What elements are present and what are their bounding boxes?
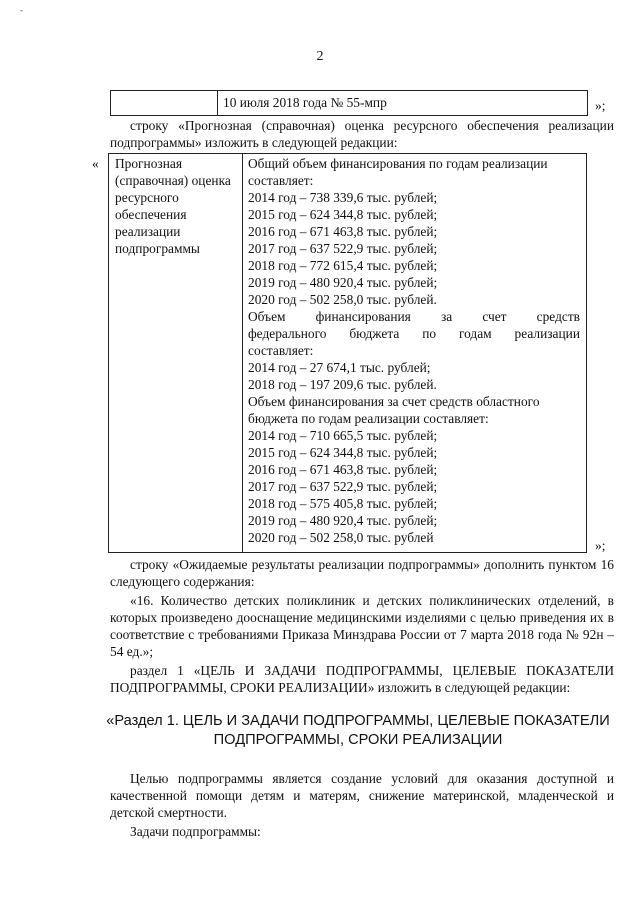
table-line: 2019 год – 480 920,4 тыс. рублей; <box>248 513 438 528</box>
top-table <box>110 90 588 116</box>
table-line: 2017 год – 637 522,9 тыс. рублей; <box>248 241 438 256</box>
section-heading-line-1: «Раздел 1. ЦЕЛЬ И ЗАДАЧИ ПОДПРОГРАММЫ, ЦЕЛЕВЫЕ ПОКАЗАТЕЛИ <box>106 713 610 729</box>
table-line: 2014 год – 738 339,6 тыс. рублей; <box>248 190 438 205</box>
paragraph-3: «16. Количество детских поликлиник и детских поликлинических отделений, в которых произведено дооснащение медицинскими изделиями с целью приведения их в соответствие с требованиями Приказа Минздрава России от 7 марта 2018 года № 92н – 54 ед.»; <box>110 593 614 659</box>
open-quote: « <box>92 156 99 171</box>
page-number: 2 <box>316 49 324 64</box>
top-table-close: »; <box>595 98 606 113</box>
table-right-cell <box>243 154 586 552</box>
table-line: 2015 год – 624 344,8 тыс. рублей; <box>248 207 438 222</box>
table-line: 2018 год – 575 405,8 тыс. рублей; <box>248 496 438 511</box>
table-line: 2020 год – 502 258,0 тыс. рублей <box>248 530 434 545</box>
table-line: составляет: <box>248 343 314 358</box>
table-line: 2016 год – 671 463,8 тыс. рублей; <box>248 224 438 239</box>
table-line: составляет: <box>248 173 314 188</box>
table-line: Объем финансирования за счет средств <box>248 309 580 324</box>
paragraph-5: Целью подпрограммы является создание условий для оказания доступной и качественной помощи детям и матерям, снижение материнской, младенческой и детской смертности. <box>110 771 614 820</box>
paragraph-4: раздел 1 «ЦЕЛЬ И ЗАДАЧИ ПОДПРОГРАММЫ, ЦЕЛЕВЫЕ ПОКАЗАТЕЛИ ПОДПРОГРАММЫ, СРОКИ РЕАЛИЗАЦИИ» изложить в следующей редакции: <box>110 663 614 695</box>
table-line: 2018 год – 197 209,6 тыс. рублей. <box>248 377 437 392</box>
table-line: федерального бюджета по годам реализации <box>248 326 580 341</box>
section-heading-line-2: ПОДПРОГРАММЫ, СРОКИ РЕАЛИЗАЦИИ <box>213 732 503 748</box>
table-line: Объем финансирования за счет средств областного <box>248 394 540 409</box>
financing-table <box>108 153 587 553</box>
table-line: бюджета по годам реализации составляет: <box>248 411 489 426</box>
table-line: 2016 год – 671 463,8 тыс. рублей; <box>248 462 438 477</box>
table-line: 2017 год – 637 522,9 тыс. рублей; <box>248 479 438 494</box>
table-line: 2019 год – 480 920,4 тыс. рублей; <box>248 275 438 290</box>
top-table-empty-cell <box>111 91 218 115</box>
table-line: 2015 год – 624 344,8 тыс. рублей; <box>248 445 438 460</box>
table-line: 2014 год – 27 674,1 тыс. рублей; <box>248 360 431 375</box>
table-line: Общий объем финансирования по годам реализации <box>248 156 548 171</box>
corner-mark: - <box>20 5 23 15</box>
paragraph-1: строку «Прогнозная (справочная) оценка ресурсного обеспечения реализации подпрограммы» изложить в следующей редакции: <box>110 118 614 150</box>
table-line: 2020 год – 502 258,0 тыс. рублей. <box>248 292 437 307</box>
table-line: 2018 год – 772 615,4 тыс. рублей; <box>248 258 438 273</box>
table-close: »; <box>595 538 606 553</box>
table-line: 2014 год – 710 665,5 тыс. рублей; <box>248 428 438 443</box>
table-left-label: Прогнозная (справочная) оценка ресурсного обеспечения реализации подпрограммы <box>109 154 243 552</box>
top-table-cell: 10 июля 2018 года № 55-мпр <box>223 95 387 110</box>
paragraph-2: строку «Ожидаемые результаты реализации подпрограммы» дополнить пунктом 16 следующего содержания: <box>110 557 614 589</box>
paragraph-6: Задачи подпрограммы: <box>130 824 261 839</box>
